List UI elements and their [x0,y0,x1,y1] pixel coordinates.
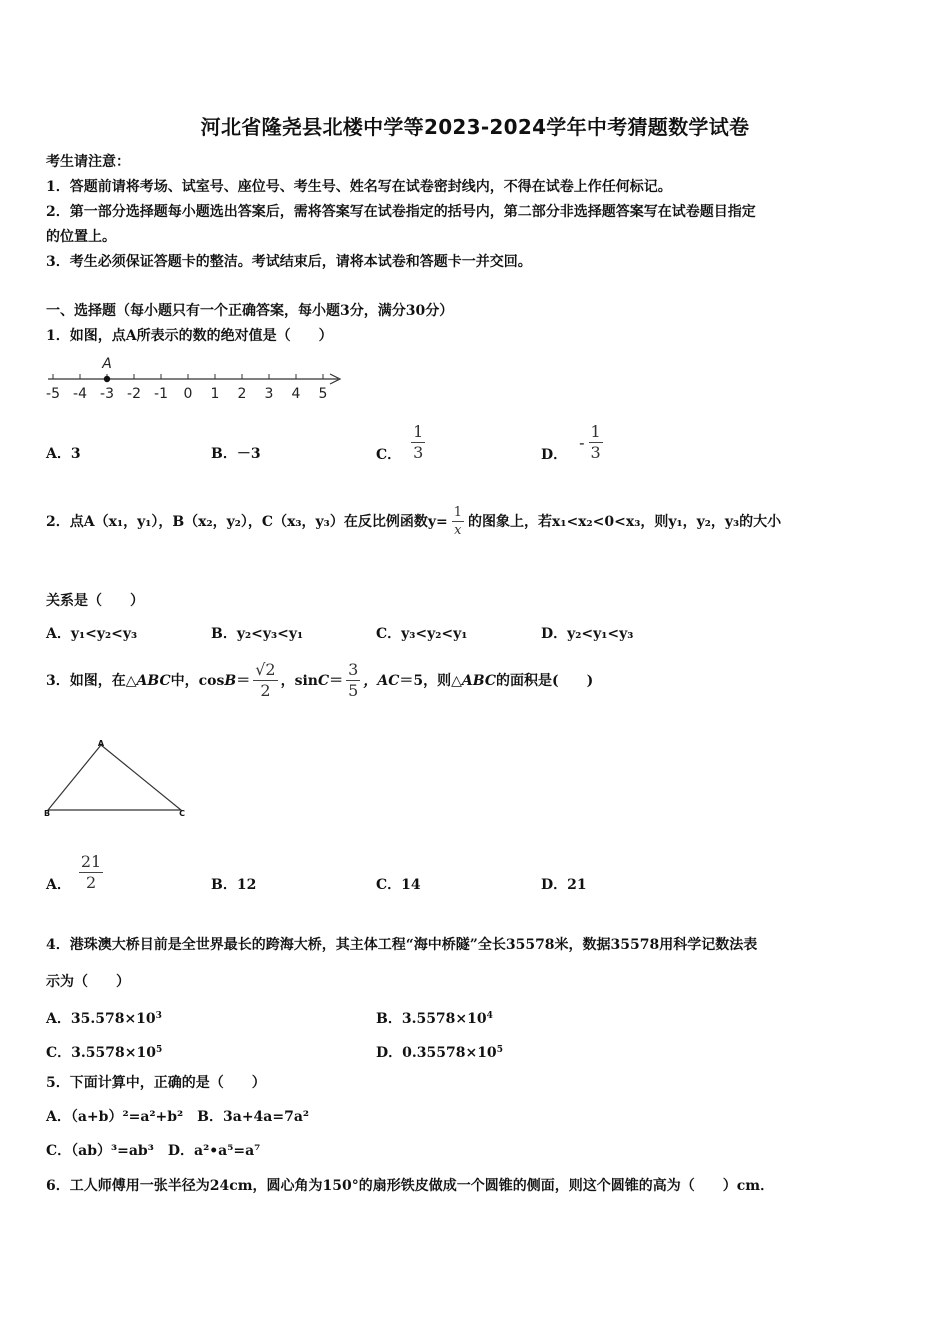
fraction-numerator: 21 [80,852,102,871]
fraction-numerator: 1 [453,505,462,520]
point-a-label: A [102,356,112,372]
section-heading: 一、选择题（每小题只有一个正确答案，每小题3分，满分30分） [46,303,454,319]
triangle-abc [48,745,181,810]
q1-option-d-letter: D． [541,447,568,463]
vertex-a-label: A [97,739,105,748]
q3-sin-label: ，sin [280,672,318,689]
q4-stem-line2: 示为（ ） [46,974,130,990]
page-title: 河北省隆尧县北楼中学等2023-2024学年中考猜题数学试卷 [200,115,750,139]
notice-heading: 考生请注意： [46,154,130,170]
q4-option-c [46,1040,162,1063]
number-line-tick-label: 3 [264,386,274,402]
q2-stem [46,504,781,539]
q5-stem: 5．下面计算中，正确的是（ ） [46,1075,266,1091]
fraction-numerator: 3 [348,660,359,679]
q3-c: C [317,672,330,689]
number-line-tick-label: 2 [237,386,247,402]
q3-triangle-figure [40,735,190,820]
number-line-tick-label: 1 [210,386,220,402]
number-line-tick-label: -3 [100,386,114,402]
q3-option-a-fraction [79,852,103,893]
q2-stem-tail: 的图象上，若x₁<x₂<0<x₃，则y₁，y₂，y₃的大小 [467,513,782,530]
q4-option-a [46,1006,162,1029]
q3-abc: ABC [136,672,171,689]
number-line-tick-label: -1 [154,386,168,402]
number-line-tick-label: -5 [46,386,60,402]
fraction-denominator: 3 [590,443,601,462]
q3-abc-2: ABC [461,672,496,689]
q2-option-c: C．y₃<y₂<y₁ [376,626,468,642]
q3-prefix: 3．如图，在△ [46,672,137,689]
q2-option-a: A．y₁<y₂<y₃ [46,626,138,642]
q4-option-a-exp: 3 [155,1011,162,1021]
q3-option-d: D．21 [541,877,587,893]
q3-cos-fraction [253,660,277,701]
q4-option-d-base: D．0.35578×10 [376,1045,497,1061]
q1-stem: 1．如图，点A所表示的数的绝对值是（ ） [46,328,333,344]
q3-tail: ＝5，则△ [399,672,462,689]
q4-option-b-exp: 4 [486,1011,493,1021]
number-line-tick-label: -2 [127,386,141,402]
fraction-denominator: 3 [413,443,424,462]
number-line-tick-label: 0 [183,386,193,402]
q3-eq2: ＝ [329,672,344,689]
vertex-c-label: C [179,809,185,818]
q5-options-line1: A．（a+b）²=a²+b² B．3a+4a=7a² [46,1109,310,1125]
q4-option-d-exp: 5 [496,1045,503,1055]
q4-option-d [376,1040,503,1063]
fraction-numerator: √2 [255,660,276,679]
number-line-tick-label: -4 [73,386,87,402]
q3-eq1: ＝ [236,672,251,689]
q1-option-a: A．3 [46,446,81,462]
fraction-denominator: x [454,523,462,538]
q2-stem-text: 2．点A（x₁，y₁），B（x₂，y₂），C（x₃，y₃）在反比例函数y= [46,513,448,530]
q1-option-d-sign: - [579,432,585,452]
fraction-denominator: 2 [260,681,271,700]
q4-option-b-base: B．3.5578×10 [376,1011,487,1027]
fraction-numerator: 1 [590,422,601,441]
q4-option-b [376,1006,493,1029]
fraction-denominator: 2 [85,873,97,892]
q4-option-a-base: A．35.578×10 [46,1011,156,1027]
q3-option-a [46,850,103,895]
q1-option-c-letter: C． [376,447,402,463]
q1-option-b: B．－3 [211,446,261,462]
q1-option-c-fraction [411,422,425,463]
q3-ac: ，AC [363,672,400,689]
q1-option-c [376,420,425,465]
fraction-denominator: 5 [348,681,359,700]
number-line-tick-label: 5 [318,386,328,402]
q1-number-line [40,352,350,404]
q3-tail2: 的面积是( ) [495,672,594,689]
q5-options-line2: C．（ab）³=ab³ D．a²•a⁵=a⁷ [46,1143,261,1159]
notice-item-2: 2．第一部分选择题每小题选出答案后，需将答案写在试卷指定的括号内，第二部分非选择题答案写在试卷题目指定 [46,204,756,220]
q3-b: B [224,672,237,689]
q2-option-b: B．y₂<y₃<y₁ [211,626,304,642]
number-line-tick-label: 4 [291,386,301,402]
q1-option-d [541,420,603,465]
q4-option-c-exp: 5 [155,1045,163,1055]
q2-function-fraction [452,504,464,539]
q2-option-d: D．y₂<y₁<y₃ [541,626,634,642]
q3-option-b: B．12 [211,877,257,893]
q6-stem: 6．工人师傅用一张半径为24cm，圆心角为150°的扇形铁皮做成一个圆锥的侧面，则这个圆锥的高为（ ）cm． [46,1178,775,1194]
q3-option-a-letter: A． [46,877,71,893]
notice-item-2-cont: 的位置上。 [46,229,116,245]
q4-stem-line1: 4．港珠澳大桥目前是全世界最长的跨海大桥，其主体工程“海中桥隧”全长35578米，数据35578用科学记数法表 [46,937,758,953]
vertex-b-label: B [43,809,51,818]
q3-option-c: C．14 [376,877,421,893]
q2-stem-line2: 关系是（ ） [46,593,144,609]
q3-sin-fraction [346,660,360,701]
fraction-numerator: 1 [413,422,424,441]
point-a-marker [104,376,110,382]
q4-option-c-base: C．3.5578×10 [46,1045,156,1061]
q1-option-d-fraction [589,422,603,463]
notice-item-1: 1．答题前请将考场、试室号、座位号、考生号、姓名写在试卷密封线内，不得在试卷上作任何标记。 [46,179,672,195]
notice-item-3: 3．考生必须保证答题卡的整洁。考试结束后，请将本试卷和答题卡一并交回。 [46,254,532,270]
q3-mid1: 中，cos [170,672,225,689]
q3-stem [46,660,593,701]
